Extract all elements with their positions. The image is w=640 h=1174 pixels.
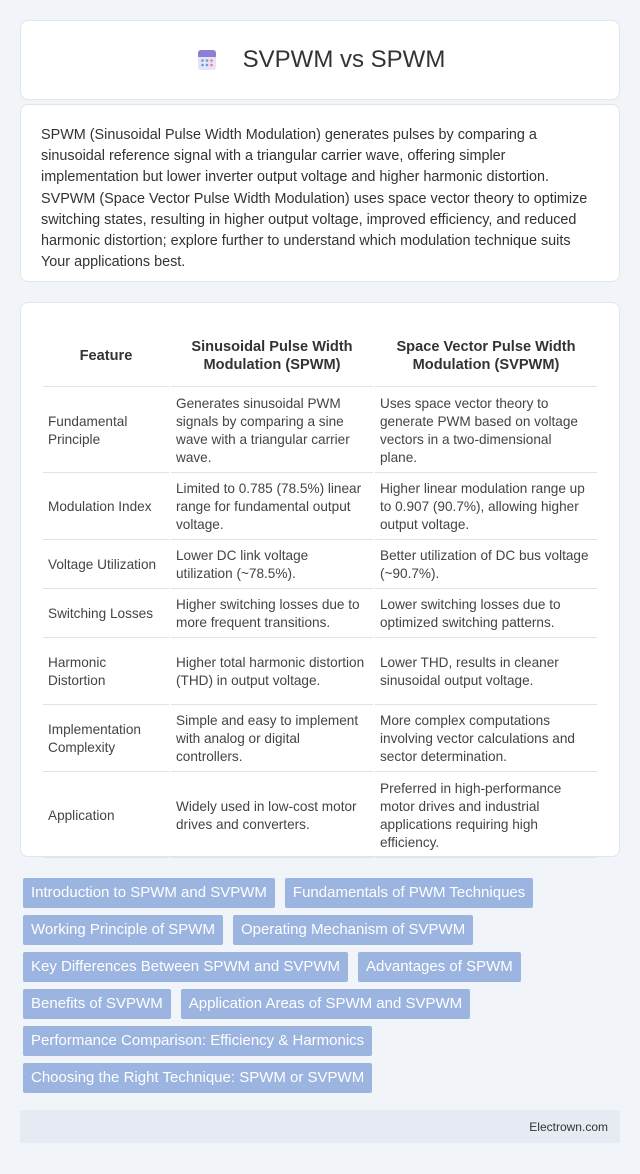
topic-link-svpwm-benefits[interactable]: Benefits of SVPWM bbox=[23, 989, 171, 1019]
comparison-table-card bbox=[20, 302, 620, 857]
svpwm-cell: More complex computations involving vector calculations and sector determination. bbox=[375, 707, 597, 772]
topic-row bbox=[20, 952, 620, 989]
topic-link-choosing-technique[interactable]: Choosing the Right Technique: SPWM or SVPWM bbox=[23, 1063, 372, 1093]
header-svpwm: Space Vector Pulse Width Modulation (SVPWM) bbox=[375, 325, 597, 387]
topic-link-spwm-principle[interactable]: Working Principle of SPWM bbox=[23, 915, 223, 945]
intro-text: SPWM (Sinusoidal Pulse Width Modulation) generates pulses by comparing a sinusoidal reference signal with a triangular carrier wave, offering simpler implementation but lower inverter output voltage and higher harmonic distortion. SVPWM (Space Vector Pulse Width Modulation) uses space vector theory to optimize switching states, resulting in higher output voltage, improved efficiency, and reduced harmonic distortion; explore further to understand which modulation technique suits Your applications best. bbox=[41, 127, 588, 271]
svpwm-cell: Preferred in high-performance motor drives and industrial applications requiring high efficiency. bbox=[375, 774, 597, 858]
comparison-table bbox=[41, 323, 599, 860]
feature-cell: Implementation Complexity bbox=[43, 707, 169, 772]
svpwm-cell: Lower THD, results in cleaner sinusoidal output voltage. bbox=[375, 640, 597, 705]
footer-site-name[interactable]: Electrown.com bbox=[529, 1120, 608, 1134]
footer bbox=[20, 1110, 620, 1143]
topic-row bbox=[20, 915, 620, 952]
header-feature: Feature bbox=[43, 325, 169, 387]
table-header-row bbox=[43, 325, 597, 387]
spwm-cell: Lower DC link voltage utilization (~78.5%). bbox=[171, 542, 373, 589]
intro-card bbox=[20, 104, 620, 282]
topic-row bbox=[20, 878, 620, 915]
spwm-cell: Generates sinusoidal PWM signals by comparing a sine wave with a triangular carrier wave. bbox=[171, 389, 373, 473]
feature-cell: Application bbox=[43, 774, 169, 858]
page-title: SVPWM vs SPWM bbox=[242, 46, 446, 73]
table-row bbox=[43, 475, 597, 540]
svpwm-cell: Higher linear modulation range up to 0.907 (90.7%), allowing higher output voltage. bbox=[375, 475, 597, 540]
topic-row bbox=[20, 1063, 620, 1100]
topic-link-performance-comparison[interactable]: Performance Comparison: Efficiency & Harmonics bbox=[23, 1026, 372, 1056]
svpwm-cell: Lower switching losses due to optimized switching patterns. bbox=[375, 591, 597, 638]
feature-cell: Switching Losses bbox=[43, 591, 169, 638]
table-row bbox=[43, 591, 597, 638]
spwm-cell: Higher total harmonic distortion (THD) in output voltage. bbox=[171, 640, 373, 705]
svpwm-cell: Better utilization of DC bus voltage (~90.7%). bbox=[375, 542, 597, 589]
calculator-icon bbox=[195, 48, 219, 72]
svpwm-cell: Uses space vector theory to generate PWM based on voltage vectors in a two-dimensional plane. bbox=[375, 389, 597, 473]
spwm-cell: Widely used in low-cost motor drives and converters. bbox=[171, 774, 373, 858]
spwm-cell: Limited to 0.785 (78.5%) linear range for fundamental output voltage. bbox=[171, 475, 373, 540]
topic-row bbox=[20, 989, 620, 1026]
spwm-cell: Higher switching losses due to more frequent transitions. bbox=[171, 591, 373, 638]
related-topics bbox=[20, 878, 620, 1100]
feature-cell: Fundamental Principle bbox=[43, 389, 169, 473]
table-row bbox=[43, 389, 597, 473]
title-card bbox=[20, 20, 620, 100]
feature-cell: Modulation Index bbox=[43, 475, 169, 540]
feature-cell: Harmonic Distortion bbox=[43, 640, 169, 705]
topic-link-key-differences[interactable]: Key Differences Between SPWM and SVPWM bbox=[23, 952, 348, 982]
topic-link-application-areas[interactable]: Application Areas of SPWM and SVPWM bbox=[181, 989, 470, 1019]
topic-row bbox=[20, 1026, 620, 1063]
table-row bbox=[43, 640, 597, 705]
table-row bbox=[43, 707, 597, 772]
topic-link-spwm-advantages[interactable]: Advantages of SPWM bbox=[358, 952, 521, 982]
spwm-cell: Simple and easy to implement with analog or digital controllers. bbox=[171, 707, 373, 772]
topic-link-svpwm-mechanism[interactable]: Operating Mechanism of SVPWM bbox=[233, 915, 473, 945]
feature-cell: Voltage Utilization bbox=[43, 542, 169, 589]
topic-link-intro-spwm-svpwm[interactable]: Introduction to SPWM and SVPWM bbox=[23, 878, 275, 908]
table-row bbox=[43, 774, 597, 858]
header-spwm: Sinusoidal Pulse Width Modulation (SPWM) bbox=[171, 325, 373, 387]
topic-link-pwm-fundamentals[interactable]: Fundamentals of PWM Techniques bbox=[285, 878, 533, 908]
table-row bbox=[43, 542, 597, 589]
